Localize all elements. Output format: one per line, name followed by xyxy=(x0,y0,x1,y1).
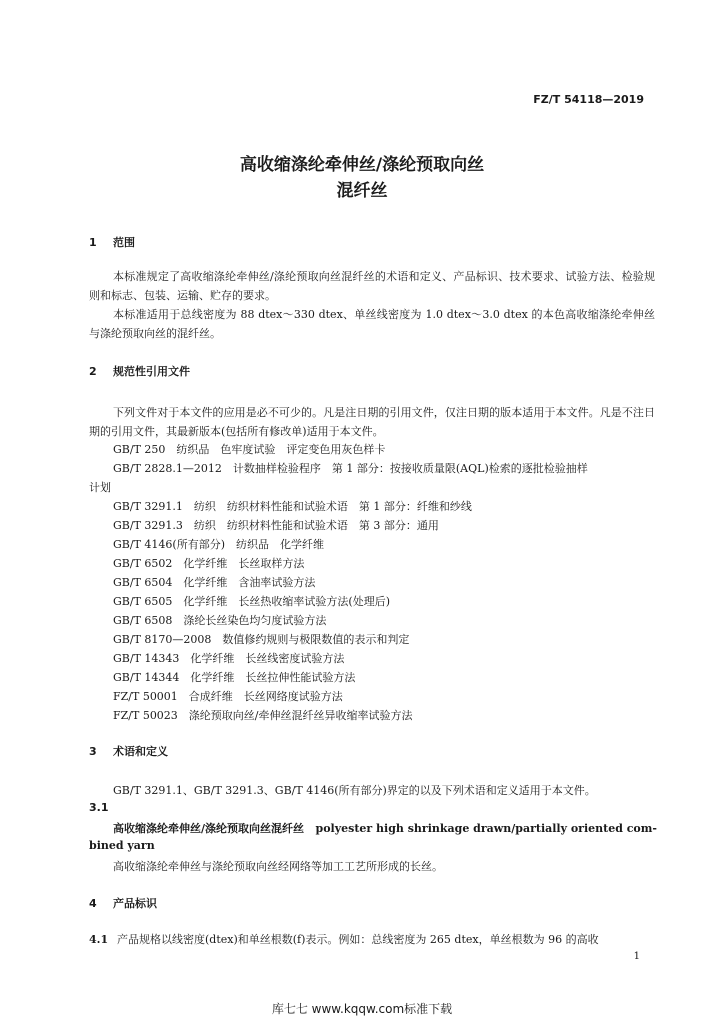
section-3-intro: GB/T 3291.1、GB/T 3291.3、GB/T 4146(所有部分)界定的以及下列术语和定义适用于本文件。 xyxy=(113,784,596,797)
section-number: 1 xyxy=(89,236,97,249)
doc-title-line1: 高收缩涤纶牵伸丝/涤纶预取向丝 xyxy=(239,155,485,175)
section-4-heading xyxy=(89,895,157,911)
section-2-intro: 下列文件对于本文件的应用是必不可少的。凡是注日期的引用文件，仅注日期的版本适用于本文件。凡是不注日期的引用文件，其最新版本(包括所有修改单)适用于本文件。 xyxy=(89,406,655,438)
section-title: 产品标识 xyxy=(113,897,157,910)
section-1-para-2: 本标准适用于总线密度为 88 dtex～330 dtex、单丝线密度为 1.0 dtex～3.0 dtex 的本色高收缩涤纶牵伸丝与涤纶预取向丝的混纤丝。 xyxy=(89,308,655,340)
reference-item-continued: 计划 xyxy=(89,481,111,494)
subsection-text: 产品规格以线密度(dtex)和单丝根数(f)表示。例如：总线密度为 265 dtex，单丝根数为 96 的高收 xyxy=(117,933,599,946)
term-english: polyester high shrinkage drawn/partially oriented com- xyxy=(315,822,657,835)
term-chinese: 高收缩涤纶牵伸丝/涤纶预取向丝混纤丝 xyxy=(113,822,305,835)
reference-item: FZ/T 50023 涤纶预取向丝/牵伸丝混纤丝异收缩率试验方法 xyxy=(113,709,413,722)
section-1-heading xyxy=(89,234,135,250)
reference-item: GB/T 6502 化学纤维 长丝取样方法 xyxy=(113,557,305,570)
section-title: 范围 xyxy=(113,236,135,249)
doc-title-line2: 混纤丝 xyxy=(336,181,388,201)
reference-item: GB/T 14343 化学纤维 长丝线密度试验方法 xyxy=(113,652,345,665)
section-number: 3 xyxy=(89,745,97,758)
section-number: 4 xyxy=(89,897,97,910)
subsection-number: 4.1 xyxy=(89,933,109,946)
reference-item: GB/T 14344 化学纤维 长丝拉伸性能试验方法 xyxy=(113,671,356,684)
reference-item: GB/T 3291.1 纺织 纺织材料性能和试验术语 第 1 部分：纤维和纱线 xyxy=(113,500,472,513)
standard-id: FZ/T 54118—2019 xyxy=(533,93,644,106)
reference-item: GB/T 2828.1—2012 计数抽样检验程序 第 1 部分：按接收质量限(AQL)检索的逐批检验抽样 xyxy=(113,462,588,475)
section-title: 术语和定义 xyxy=(113,745,168,758)
section-2-heading xyxy=(89,363,190,379)
reference-item: GB/T 6505 化学纤维 长丝热收缩率试验方法(处理后) xyxy=(113,595,390,608)
subsection-3-1-number: 3.1 xyxy=(89,801,109,814)
reference-item: GB/T 3291.3 纺织 纺织材料性能和试验术语 第 3 部分：通用 xyxy=(113,519,439,532)
subsection-4-1 xyxy=(89,930,599,949)
term-english-continued: bined yarn xyxy=(89,839,155,852)
reference-item: GB/T 6504 化学纤维 含油率试验方法 xyxy=(113,576,316,589)
reference-item: GB/T 250 纺织品 色牢度试验 评定变色用灰色样卡 xyxy=(113,443,386,456)
reference-item: FZ/T 50001 合成纤维 长丝网络度试验方法 xyxy=(113,690,343,703)
section-3-heading xyxy=(89,743,168,759)
reference-item: GB/T 6508 涤纶长丝染色均匀度试验方法 xyxy=(113,614,327,627)
reference-item: GB/T 8170—2008 数值修约规则与极限数值的表示和判定 xyxy=(113,633,410,646)
page-number: 1 xyxy=(633,951,640,962)
footer-watermark: 库七七 www.kqqw.com标准下载 xyxy=(271,1002,453,1016)
reference-item: GB/T 4146(所有部分) 纺织品 化学纤维 xyxy=(113,538,324,551)
section-1-para-1: 本标准规定了高收缩涤纶牵伸丝/涤纶预取向丝混纤丝的术语和定义、产品标识、技术要求、试验方法、检验规则和标志、包装、运输、贮存的要求。 xyxy=(89,270,655,302)
term-line xyxy=(113,820,657,836)
section-title: 规范性引用文件 xyxy=(113,365,190,378)
term-definition: 高收缩涤纶牵伸丝与涤纶预取向丝经网络等加工工艺所形成的长丝。 xyxy=(113,860,443,873)
section-number: 2 xyxy=(89,365,97,378)
